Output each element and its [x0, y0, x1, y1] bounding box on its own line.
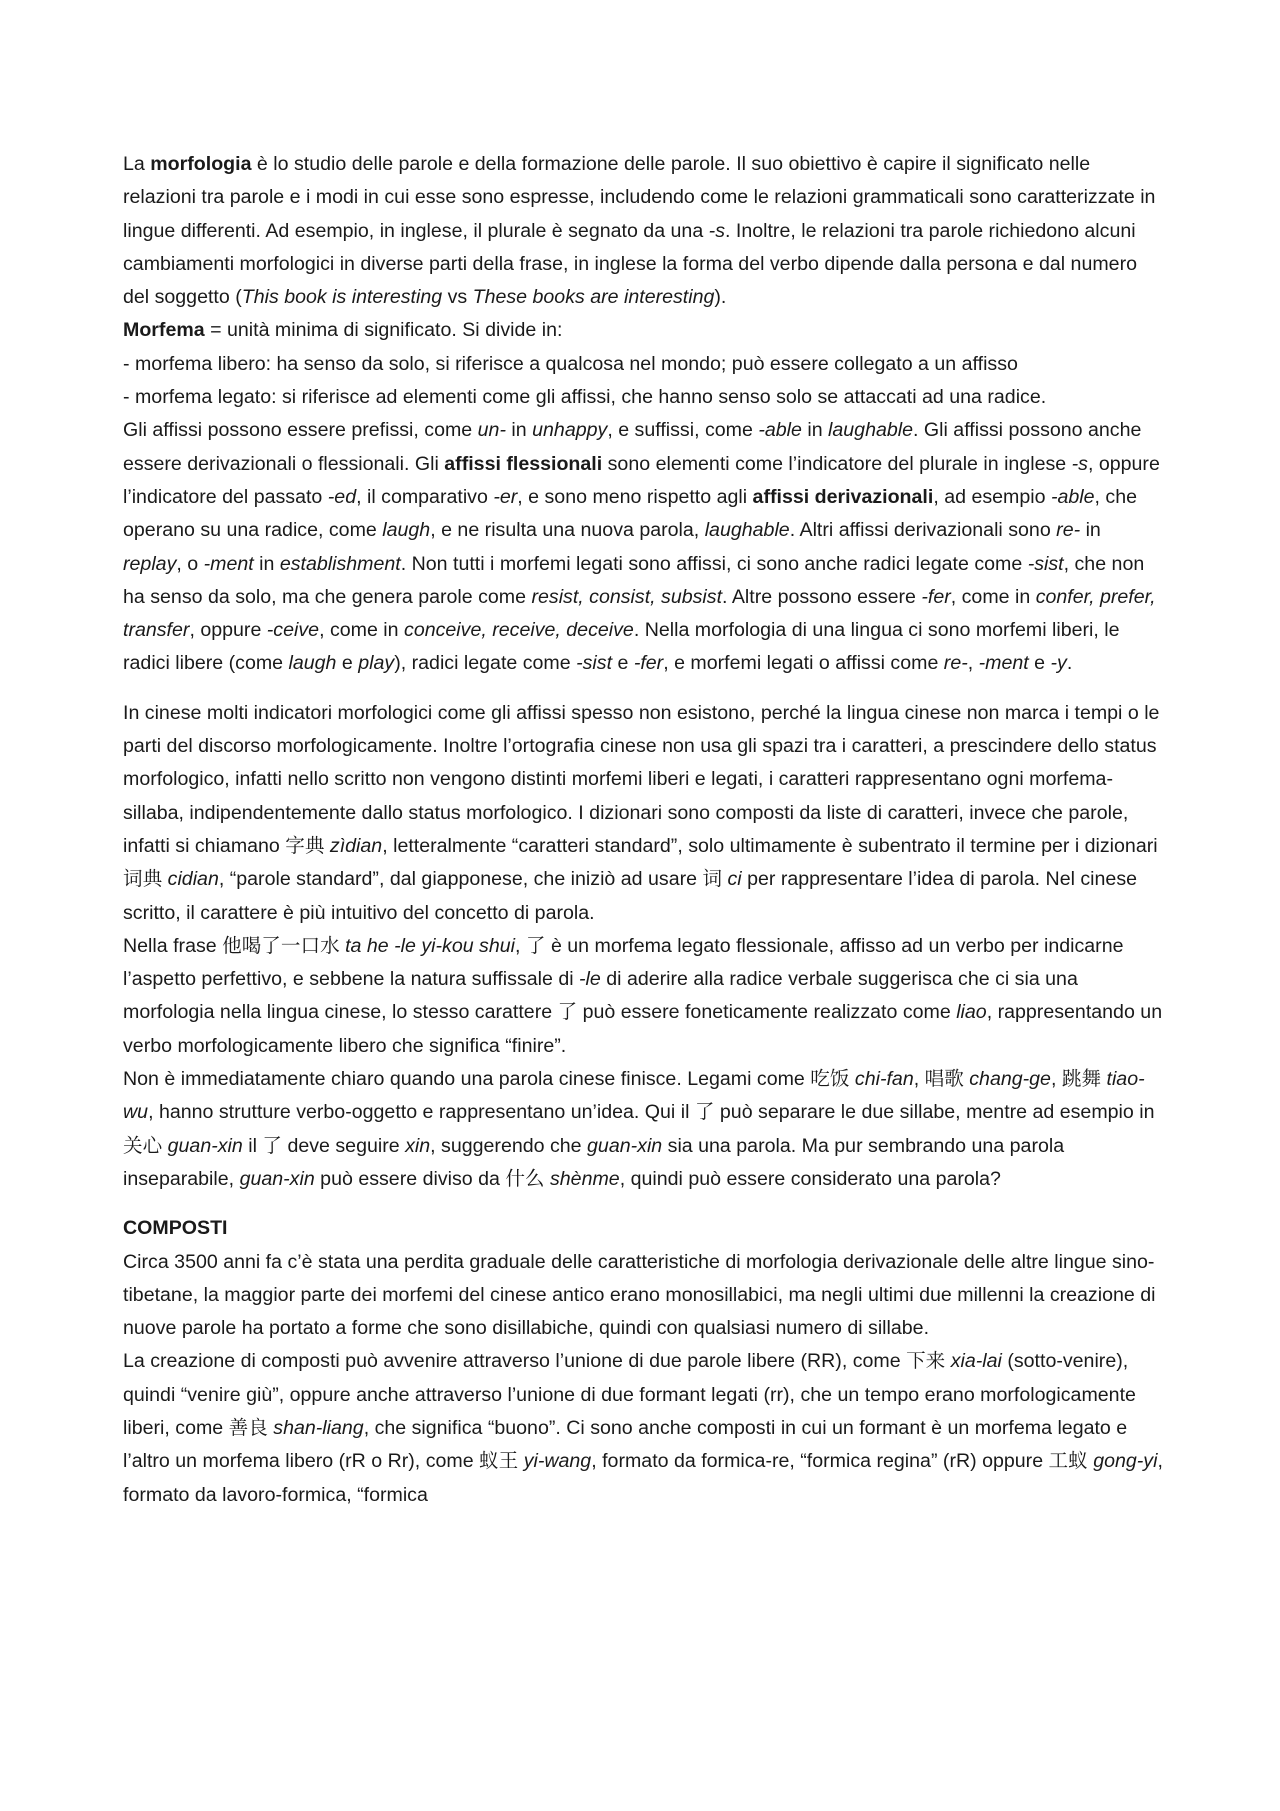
paragraph-frase-esempio: Nella frase 他喝了一口水 ta he -le yi-kou shui, 了 è un morfema legato flessionale, affisso ad un verbo per indicarne l’aspetto perfettivo, e sebbene la natura suffissale di -le di aderire alla radice verbale suggerisca che ci sia una morfologia nella lingua cinese, lo stesso carattere 了 può essere foneticamente realizzato come liao, rappresentando un verbo morfologicamente libero che significa “finire”.	[123, 934, 1163, 1057]
list-item-morfema-libero: - morfema libero: ha senso da solo, si riferisce a qualcosa nel mondo; può essere collegato a un affisso	[123, 352, 1018, 375]
document-page	[123, 148, 1163, 1512]
paragraph-legami: Non è immediatamente chiaro quando una parola cinese finisce. Legami come 吃饭 chi-fan, 唱歌 chang-ge, 跳舞 tiao-wu, hanno strutture verbo-oggetto e rappresentano un’idea. Qui il 了 può separare le due sillabe, mentre ad esempio in 关心 guan-xin il 了 deve seguire xin, suggerendo che guan-xin sia una parola. Ma pur sembrando una parola inseparabile, guan-xin può essere diviso da 什么 shènme, quindi può essere considerato una parola?	[123, 1068, 1155, 1190]
paragraph-composti-storia: Circa 3500 anni fa c’è stata una perdita graduale delle caratteristiche di morfologia derivazionale delle altre lingue sino-tibetane, la maggior parte dei morfemi del cinese antico erano monosillabici, ma negli ultimi due millenni la creazione di nuove parole ha portato a forme che sono disillabiche, quindi con qualsiasi numero di sillabe.	[123, 1250, 1156, 1340]
term-morfema: Morfema	[123, 319, 205, 342]
term-affissi-derivazionali: affissi derivazionali	[752, 485, 934, 508]
term-affissi-flessionali: affissi flessionali	[444, 452, 603, 475]
paragraph-affissi: Gli affissi possono essere prefissi, come un- in unhappy, e suffissi, come -able in laughable. Gli affissi possono anche essere derivazionali o flessionali. Gli affissi flessionali sono elementi come l’indicatore del plurale in inglese -s, oppure l’indicatore del passato -ed, il comparativo -er, e sono meno rispetto agli affissi derivazionali, ad esempio -able, che operano su una radice, come laugh, e ne risulta una nuova parola, laughable. Altri affissi derivazionali sono re- in replay, o -ment in establishment. Non tutti i morfemi legati sono affissi, ci sono anche radici legate come -sist, che non ha senso da solo, ma che genera parole come resist, consist, subsist. Altre possono essere -fer, come in confer, prefer, transfer, oppure -ceive, come in conceive, receive, deceive. Nella morfologia di una lingua ci sono morfemi liberi, le radici libere (come laugh e play), radici legate come -sist e -fer, e morfemi legati o affissi come re-, -ment e -y.	[123, 419, 1160, 675]
paragraph-spacer	[123, 681, 1163, 697]
paragraph-cinese: In cinese molti indicatori morfologici come gli affissi spesso non esistono, perché la lingua cinese non marca i tempi o le parti del discorso morfologicamente. Inoltre l’ortografia cinese non usa gli spazi tra i caratteri, a prescindere dello status morfologico, infatti nello scritto non vengono distinti morfemi liberi e legati, i caratteri rappresentano ogni morfema-sillaba, indipendentemente dallo status morfologico. I dizionari sono composti da liste di caratteri, invece che parole, infatti si chiamano 字典 zìdian, letteralmente “caratteri standard”, solo ultimamente è subentrato il termine per i dizionari 词典 cidian, “parole standard”, dal giapponese, che iniziò ad usare 词 ci per rappresentare l’idea di parola. Nel cinese scritto, il carattere è più intuitivo del concetto di parola.	[123, 701, 1160, 924]
paragraph-morfema-definition: Morfema = unità minima di significato. Si divide in:	[123, 319, 563, 342]
list-item-morfema-legato: - morfema legato: si riferisce ad elementi come gli affissi, che hanno senso solo se attaccati ad una radice.	[123, 386, 1047, 409]
section-heading-composti: COMPOSTI	[123, 1217, 228, 1240]
paragraph-spacer	[123, 1196, 1163, 1212]
term-morfologia: morfologia	[150, 153, 252, 175]
paragraph-composti-creazione: La creazione di composti può avvenire attraverso l’unione di due parole libere (RR), come 下来 xia-lai (sotto-venire), quindi “venire giù”, oppure anche attraverso l’unione di due formant legati (rr), che un tempo erano morfologicamente liberi, come 善良 shan-liang, che significa “buono”. Ci sono anche composti in cui un formant è un morfema legato e l’altro un morfema libero (rR o Rr), come 蚁王 yi-wang, formato da formica-re, “formica regina” (rR) oppure 工蚁 gong-yi, formato da lavoro-formica, “formica	[123, 1350, 1163, 1506]
paragraph-morfologia: La morfologia è lo studio delle parole e della formazione delle parole. Il suo obiettivo è capire il significato nelle relazioni tra parole e i modi in cui esse sono espresse, includendo come le relazioni grammaticali sono caratterizzate in lingue differenti. Ad esempio, in inglese, il plurale è segnato da una -s. Inoltre, le relazioni tra parole richiedono alcuni cambiamenti morfologici in diverse parti della frase, in inglese la forma del verbo dipende dalla persona e dal numero del soggetto (This book is interesting vs These books are interesting).	[123, 153, 1156, 309]
